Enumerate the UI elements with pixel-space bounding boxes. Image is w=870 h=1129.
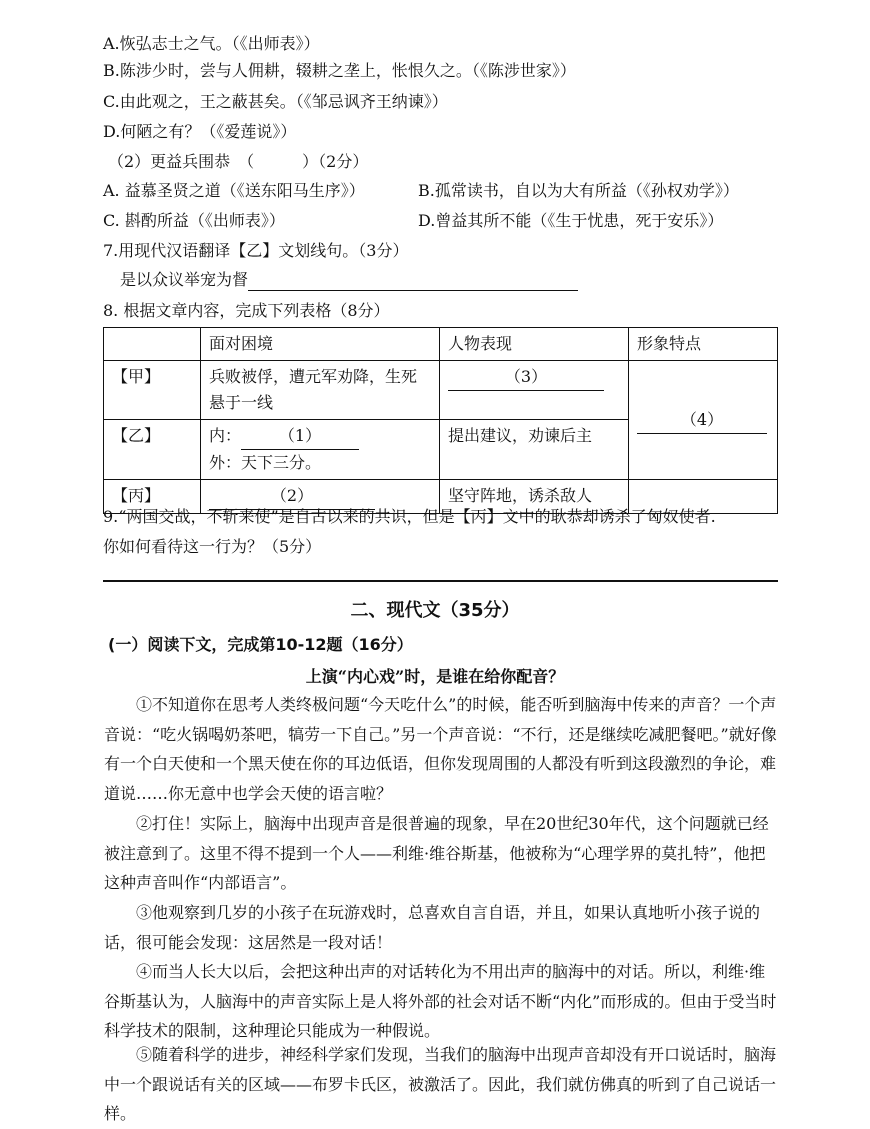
performance-cell: 坚守阵地，诱杀敌人: [440, 480, 629, 514]
table-header-cell: 人物表现: [440, 328, 629, 361]
blank-2[interactable]: （2）: [209, 483, 375, 510]
q8-question: 8. 根据文章内容，完成下列表格（8分）: [103, 301, 390, 320]
table-header-cell: 形象特点: [629, 328, 778, 361]
q9-question-line2: 你如何看待这一行为？（5分）: [103, 537, 322, 556]
row-label: 【甲】: [104, 361, 201, 420]
q6-part2-option-d: D.曾益其所不能（《生于忧患，死于安乐》）: [418, 211, 724, 230]
situation-cell: 兵败被俘，遭元军劝降，生死悬于一线: [201, 361, 440, 420]
q7-answer-row: [120, 269, 578, 291]
table-header-cell: 面对困境: [201, 328, 440, 361]
section-subtitle: (一）阅读下文，完成第10-12题（16分）: [108, 635, 413, 654]
q7-question: 7.用现代汉语翻译【乙】文划线句。（3分）: [103, 241, 409, 260]
q6-option-b: B.陈涉少时，尝与人佣耕，辍耕之垄上，怅恨久之。（《陈涉世家》）: [103, 61, 576, 80]
paragraph-4: ④而当人长大以后，会把这种出声的对话转化为不用出声的脑海中的对话。所以，利维·维谷斯基认为，人脑海中的声音实际上是人将外部的社会对话不断“内化”而形成的。但由于受当时科学技术的限制，这种理论只能成为一种假说。: [104, 962, 777, 1040]
section-title: 二、现代文（35分）: [350, 600, 520, 621]
article-title: 上演“内心戏”时，是谁在给你配音？: [305, 667, 565, 686]
q6-option-d: D.何陋之有？（《爱莲说》）: [103, 122, 297, 141]
q6-part2-prompt: （2）更益兵围恭 （ ）（2分）: [108, 152, 369, 171]
q7-sentence: 是以众议举宠为督: [120, 270, 249, 289]
q6-option-c: C.由此观之，王之蔽甚矣。（《邹忌讽齐王纳谏》）: [103, 92, 448, 111]
blank-1[interactable]: （1）: [241, 423, 359, 450]
paragraph-2: ②打住！实际上，脑海中出现声音是很普遍的现象，早在20世纪30年代，这个问题就已经被注意到了。这里不得不提到一个人——利维·维谷斯基，他被称为“心理学界的莫扎特”，他把这种声音叫作“内部语言”。: [104, 814, 769, 892]
q6-part2-option-c: C. 斟酌所益（《出师表》）: [103, 211, 285, 230]
paragraph-3: ③他观察到几岁的小孩子在玩游戏时，总喜欢自言自语，并且，如果认真地听小孩子说的话，很可能会发现：这居然是一段对话！: [104, 903, 761, 952]
situation-outer-text: 外：天下三分。: [209, 453, 322, 472]
section-divider: [103, 580, 778, 582]
performance-cell: 提出建议，劝谏后主: [440, 420, 629, 480]
q7-answer-line[interactable]: [248, 272, 578, 291]
row-label: 【乙】: [104, 420, 201, 480]
situation-inner-label: 内：: [209, 426, 242, 445]
performance-cell: [440, 361, 629, 420]
q9-question-line1: 9.“两国交战，不斩来使”是自古以来的共识，但是【丙】文中的耿恭却诱杀了匈奴使者.: [103, 507, 716, 526]
row-label: 【丙】: [104, 480, 201, 514]
table-header-row: [104, 328, 778, 361]
paragraph-5: ⑤随着科学的进步，神经科学家们发现，当我们的脑海中出现声音却没有开口说话时，脑海中一个跟说话有关的区域——布罗卡氏区，被激活了。因此，我们就仿佛真的听到了自己说话一样。: [104, 1045, 777, 1123]
table-header-cell: [104, 328, 201, 361]
q6-option-a: A.恢弘志士之气。（《出师表》）: [103, 34, 320, 53]
blank-3[interactable]: （3）: [448, 364, 604, 391]
paragraph-1: ①不知道你在思考人类终极问题“今天吃什么”的时候，能否听到脑海中传来的声音？一个声音说：“吃火锅喝奶茶吧，犒劳一下自己。”另一个声音说：“不行，还是继续吃减肥餐吧。”就好像有一个白天使和一个黑天使在你的耳边低语，但你发现周围的人都没有听到这段激烈的争论，难道说……你无意中也学会天使的语言啦？: [104, 695, 777, 803]
situation-cell: [201, 420, 440, 480]
table-row: [104, 361, 778, 420]
q8-table: [103, 327, 778, 514]
q6-part2-option-b: B.孤常读书，自以为大有所益（《孙权劝学》）: [418, 181, 739, 200]
blank-4[interactable]: （4）: [637, 407, 767, 434]
q6-part2-option-a: A. 益慕圣贤之道（《送东阳马生序》）: [103, 181, 365, 200]
trait-cell: [629, 361, 778, 480]
